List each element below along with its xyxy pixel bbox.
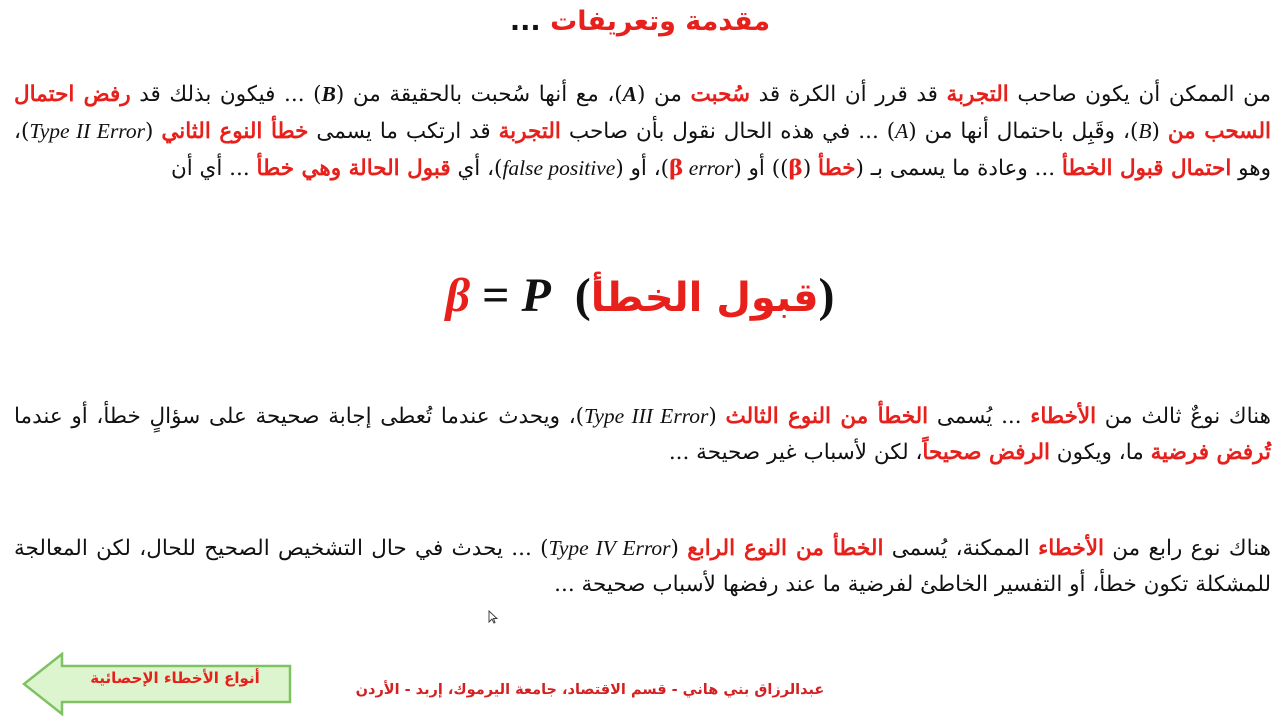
slide-title	[0, 6, 1280, 37]
text-segment: (	[145, 119, 162, 144]
text-segment: قد قرر أن الكرة قد	[749, 82, 947, 107]
title-dots: ...	[509, 6, 541, 37]
text-segment: خطأ النوع الثاني	[161, 119, 309, 144]
text-segment: )، مع أنها سُحبت بالحقيقة من (	[335, 82, 623, 107]
mouse-pointer-icon	[488, 610, 498, 624]
text-segment: تُرفض فرضية	[1150, 440, 1271, 465]
text-segment: )، وهو	[14, 119, 1271, 181]
text-segment: Type IV Error	[548, 536, 671, 560]
text-segment: التجربة	[498, 119, 561, 144]
text-segment: ) ... في هذه الحال نقول بأن صاحب	[560, 119, 896, 144]
beta-formula	[0, 268, 1280, 323]
text-segment: التجربة	[946, 82, 1009, 107]
text-segment: )، أي	[450, 156, 503, 181]
text-segment: B	[1138, 119, 1152, 143]
text-segment: error	[683, 156, 734, 180]
text-segment: ) ... فيكون بذلك قد	[130, 82, 322, 107]
text-segment: β	[788, 156, 803, 181]
formula-beta: β	[445, 269, 471, 322]
text-segment: هناك نوعٌ ثالث من	[1096, 404, 1271, 429]
text-segment: A	[622, 82, 637, 106]
text-segment: Type III Error	[584, 404, 709, 428]
paragraph-type-iv-error	[14, 530, 1271, 603]
text-segment: ... أي أن	[170, 156, 257, 181]
text-segment: (	[1151, 119, 1168, 144]
text-segment: (	[708, 404, 726, 429]
text-segment: A	[895, 119, 909, 143]
text-segment: )، ويحدث عندما تُعطى إجابة صحيحة على سؤالٍ خطأ، أو عندما	[14, 404, 585, 429]
text-segment: Type II Error	[29, 119, 145, 143]
text-segment: )، أو (	[615, 156, 670, 181]
text-segment: الأخطاء	[1038, 536, 1104, 561]
formula-p: P	[521, 269, 551, 322]
text-segment: احتمال قبول الخطأ	[1061, 156, 1232, 181]
text-segment: خطأ	[818, 156, 856, 181]
text-segment: الأخطاء	[1030, 404, 1097, 429]
text-segment: (	[670, 536, 688, 561]
text-segment: من (	[637, 82, 691, 107]
formula-open-paren: (	[574, 269, 591, 322]
text-segment: قبول الحالة وهي خطأ	[256, 156, 451, 181]
paragraph-type-iii-error	[14, 398, 1271, 471]
text-segment: رفض احتمال السحب من	[14, 82, 1271, 144]
text-segment: (	[802, 156, 819, 181]
text-segment: false positive	[502, 156, 616, 180]
text-segment: B	[321, 82, 336, 106]
formula-close-paren: )	[818, 269, 835, 322]
paragraph-text	[14, 530, 1271, 603]
text-segment: الخطأ من النوع الثالث	[725, 404, 929, 429]
text-segment: )) أو (	[733, 156, 789, 181]
paragraph-type-ii-error	[14, 76, 1271, 187]
title-text: مقدمة وتعريفات	[550, 6, 771, 37]
formula-arabic: قبول الخطأ	[590, 275, 819, 321]
text-segment: β	[669, 156, 684, 181]
text-segment: ... يُسمى	[928, 404, 1031, 429]
text-segment: الرفض صحيحاً	[922, 440, 1050, 465]
text-segment: من الممكن أن يكون صاحب	[1008, 82, 1271, 107]
back-button-label[interactable]: أنواع الأخطاء الإحصائية	[90, 669, 260, 687]
text-segment: الخطأ من النوع الرابع	[687, 536, 884, 561]
text-segment: ... وعادة ما يسمى بـ (	[855, 156, 1062, 181]
paragraph-text	[14, 398, 1271, 471]
text-segment: الممكنة، يُسمى	[883, 536, 1039, 561]
text-segment: قد ارتكب ما يسمى	[308, 119, 499, 144]
formula-equals: =	[482, 269, 510, 322]
text-segment: )، وقَبِل باحتمال أنها من (	[908, 119, 1139, 144]
text-segment: ) ... يحدث في حال التشخيص الصحيح للحال، لكن المعالجة للمشكلة تكون خطأ، أو التفسير الخاطئ لفرضية ما عند رفضها لأسباب صحيحة ...	[14, 536, 1271, 597]
footer-credit: عبدالرزاق بني هاني - قسم الاقتصاد، جامعة اليرموك، إربد - الأردن	[355, 682, 825, 698]
paragraph-text	[14, 76, 1271, 187]
text-segment: ، لكن لأسباب غير صحيحة ...	[668, 440, 923, 465]
text-segment: هناك نوع رابع من	[1103, 536, 1271, 561]
text-segment: سُحبت	[690, 82, 750, 107]
text-segment: ما، ويكون	[1049, 440, 1151, 465]
